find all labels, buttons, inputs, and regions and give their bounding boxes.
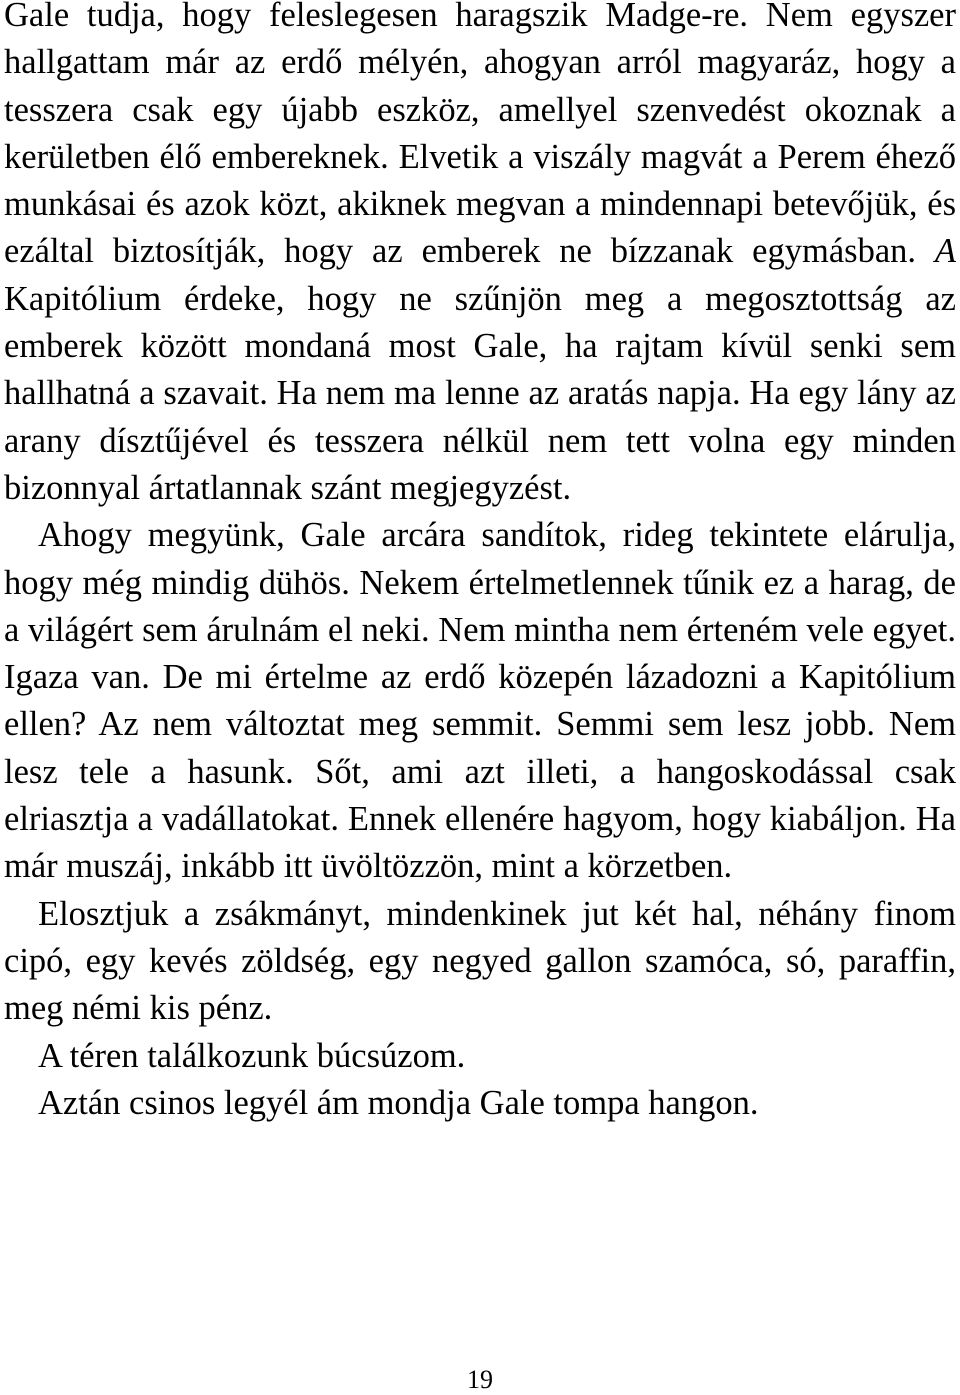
paragraph-1 [4,0,956,512]
paragraph-2: Ahogy megyünk, Gale arcára sandítok, rideg tekintete elárulja, hogy még mindig dühös. Nekem értelmetlennek tűnik ez a harag, de a világért sem árulnám el neki. Nem mintha nem érteném vele egyet. Igaza van. De mi értelme az erdő közepén lázadozni a Kapitólium ellen? Az nem változtat meg semmit. Semmi sem lesz jobb. Nem lesz tele a hasunk. Sőt, ami azt illeti, a hangoskodással csak elriasztja a vadállatokat. Ennek ellenére hagyom, hogy kiabáljon. Ha már muszáj, inkább itt üvöltözzön, mint a körzetben. [4,516,956,886]
paragraph-1-italic: A [934,232,956,271]
paragraph-3: Elosztjuk a zsákmányt, mindenkinek jut két hal, néhány finom cipó, egy kevés zöldség, egy negyed gallon szamóca, só, paraffin, meg némi kis pénz. [4,894,956,1028]
paragraph-1-text: Gale tudja, hogy feleslegesen haragszik Madge-re. Nem egyszer hallgattam már az erdő mélyén, ahogyan arról magyaráz, hogy a tesszera csak egy újabb eszköz, amellyel szenvedést okoznak a kerületben élő embereknek. Elvetik a viszály magvát a Perem éhező munkásai és azok közt, akiknek megvan a mindennapi betevőjük, és ezáltal biztosítják, hogy az emberek ne bízzanak egymásban. [4,0,956,271]
body-text [4,0,956,1127]
page-number: 19 [467,1365,493,1394]
paragraph-5: Aztán csinos legyél ám mondja Gale tompa hangon. [38,1083,759,1122]
paragraph-4: A téren találkozunk búcsúzom. [38,1036,466,1075]
paragraph-1-rest: Kapitólium érdeke, hogy ne szűnjön meg a megosztottság az emberek között mondaná most Gale, ha rajtam kívül senki sem hallhatná a szavait. Ha nem ma lenne az aratás napja. Ha egy lány az arany dísztűjével és tesszera nélkül nem tett volna egy minden bizonnyal ártatlannak szánt megjegyzést. [4,279,956,507]
